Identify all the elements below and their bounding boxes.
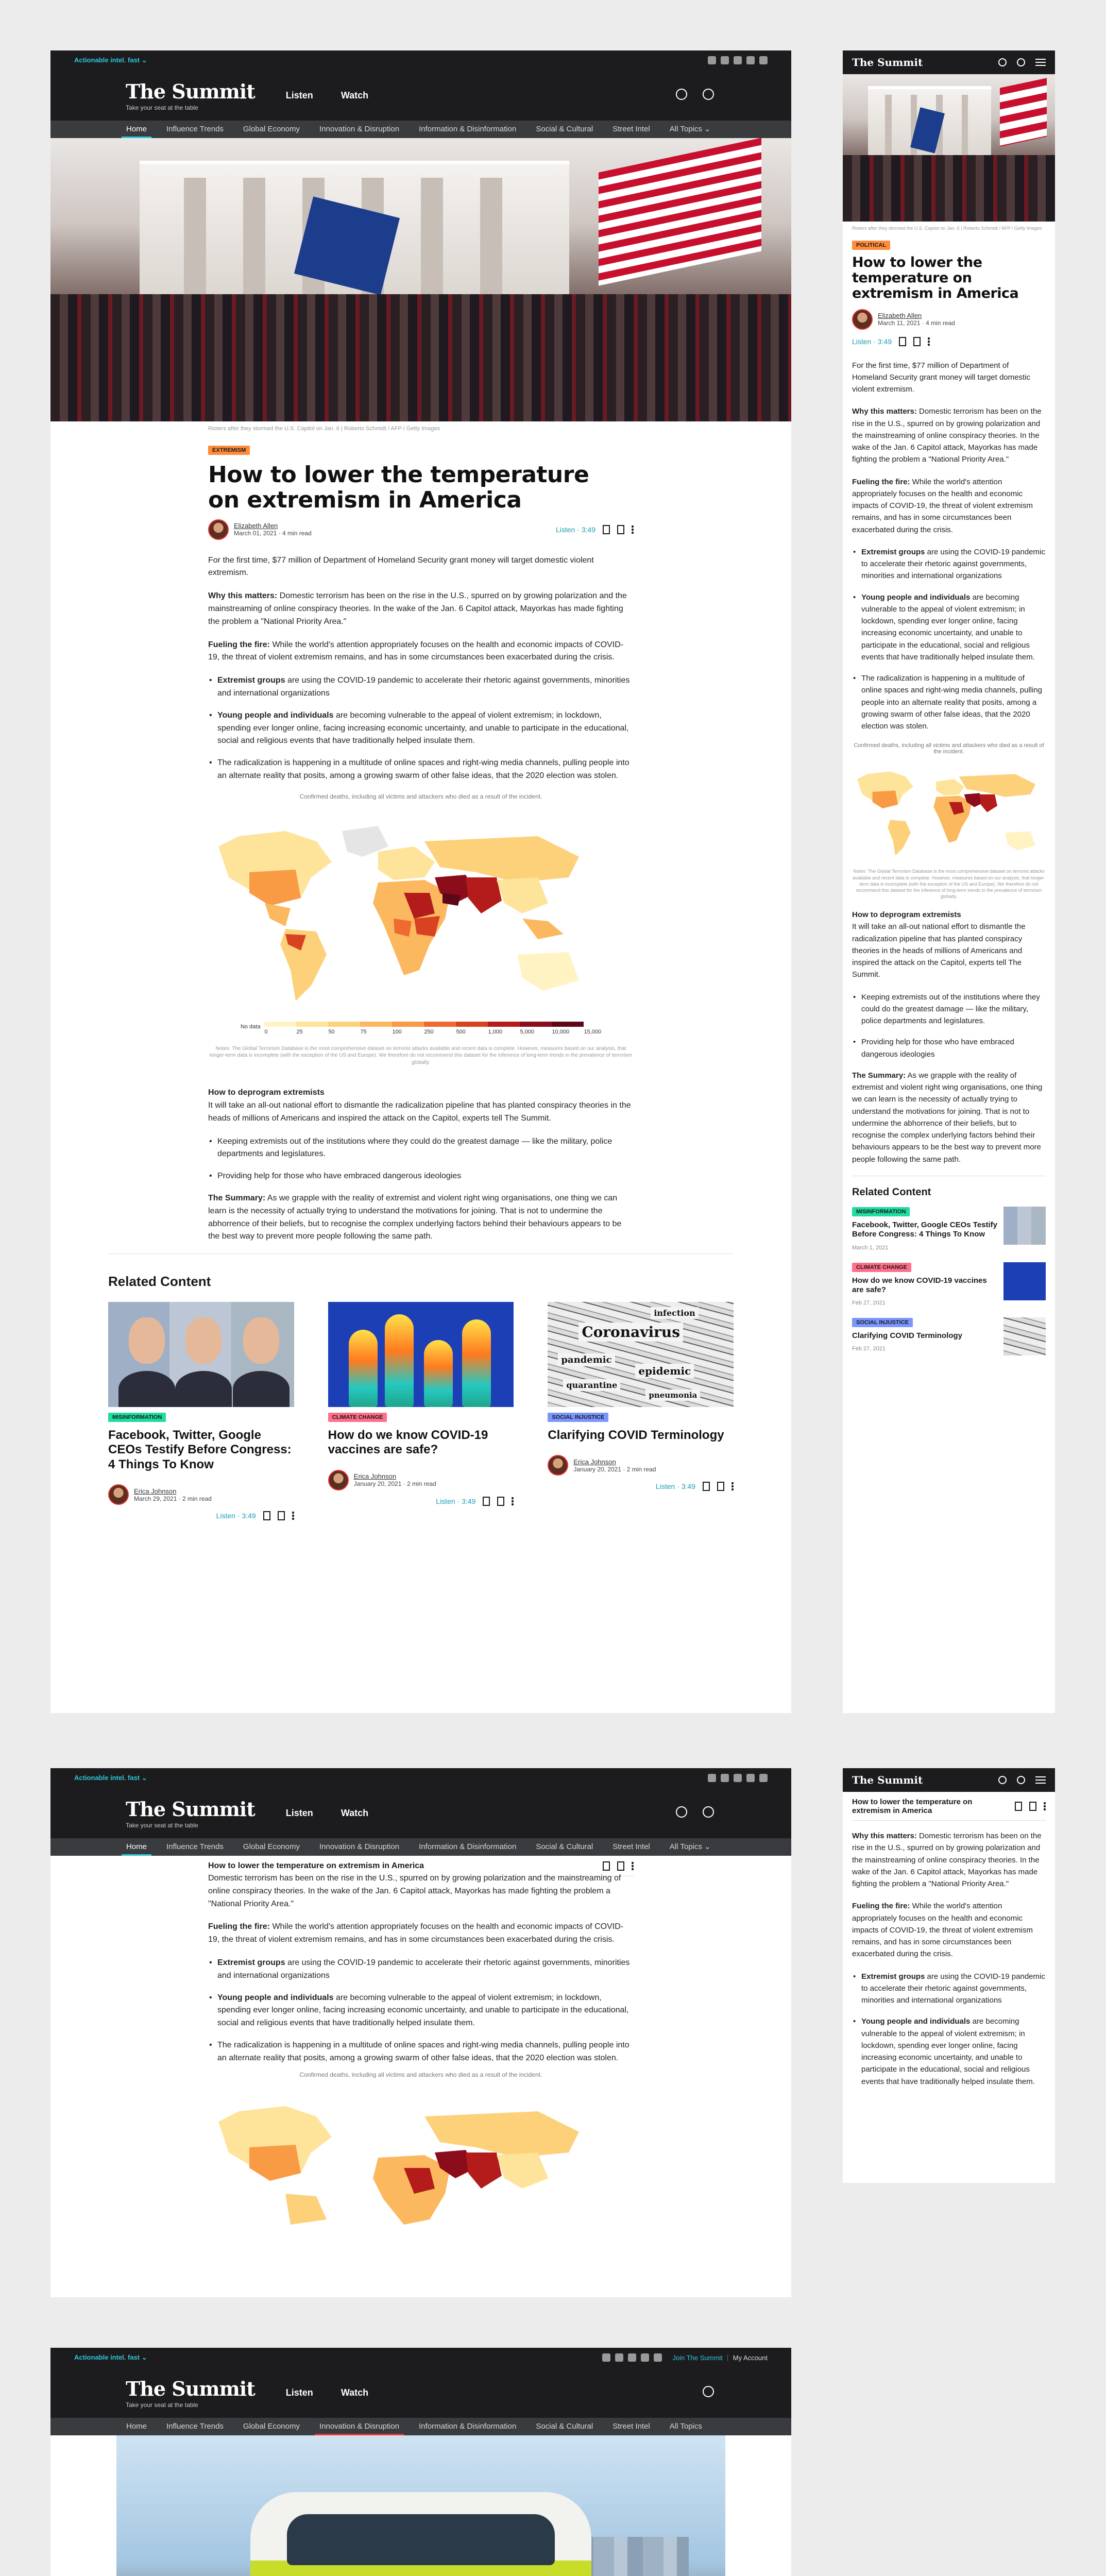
- tagline-link[interactable]: Actionable intel. fast ⌄: [74, 2353, 147, 2361]
- legend-step: 250: [424, 1022, 456, 1036]
- masthead: [50, 1788, 791, 1838]
- listen-button[interactable]: Listen · 3:49: [216, 1512, 256, 1520]
- tab-information[interactable]: Information & Disinformation: [419, 125, 517, 133]
- related-heading: Related Content: [108, 1274, 211, 1290]
- card-pill[interactable]: CLIMATE CHANGE: [328, 1413, 387, 1422]
- legend-step: 500: [456, 1022, 488, 1036]
- list-item: • Extremist groups are using the COVID-19 pandemic to accelerate their rhetoric against governments, minorities and international organizations: [208, 674, 634, 700]
- nav-listen[interactable]: Listen: [285, 1807, 313, 1818]
- share-icon[interactable]: [617, 1861, 624, 1871]
- search-icon[interactable]: [703, 1806, 714, 1818]
- list-item: • The radicalization is happening in a multitude of online spaces and right-wing media channels, pulling people into an alternate reality that posits, among a growing swarm of other false ideas, that the 2020 election was stolen.: [208, 2039, 634, 2065]
- tab-influence-trends[interactable]: Influence Trends: [166, 125, 224, 133]
- list-item: • The radicalization is happening in a multitude of online spaces and right-wing media channels, pulling people into an alternate reality that posits, among a growing swarm of other false ideas, that the 2020 election was stolen.: [852, 672, 1046, 732]
- hero-photo: [843, 74, 1055, 222]
- section-nav: [50, 1838, 791, 1856]
- related-item[interactable]: [852, 1262, 1046, 1307]
- tab-global-economy[interactable]: Global Economy: [243, 1842, 300, 1851]
- related-item[interactable]: [852, 1207, 1046, 1251]
- legend-step: 1,000: [488, 1022, 520, 1036]
- tab-street-intel[interactable]: Street Intel: [612, 2422, 650, 2431]
- tab-all-topics[interactable]: All Topics ⌄: [669, 125, 711, 133]
- tagline-link[interactable]: Actionable intel. fast ⌄: [74, 1774, 147, 1782]
- map-legend: [208, 1022, 634, 1036]
- paragraph: Domestic terrorism has been on the rise in the U.S., spurred on by growing polarization and the mainstreaming of online conspiracy theories. In the wake of the Jan. 6 Capitol attack, Mayorkas has made fighting the problem a "National Priority Area.": [208, 1874, 621, 1908]
- tab-information[interactable]: Information & Disinformation: [419, 1842, 517, 1851]
- list-item: • Extremist groups are using the COVID-19 pandemic to accelerate their rhetoric against governments, minorities and international organizations: [852, 546, 1046, 582]
- author-avatar[interactable]: [328, 1470, 349, 1490]
- mobile-header: [843, 1768, 1055, 1792]
- more-icon[interactable]: [1044, 1802, 1046, 1811]
- search-icon[interactable]: [998, 1776, 1007, 1784]
- tab-social[interactable]: Social & Cultural: [536, 125, 593, 133]
- article-title: How to lower the temperature on extremism in America: [208, 462, 589, 514]
- mobile-scrolled-frame: [843, 1768, 1055, 2183]
- card-title[interactable]: Facebook, Twitter, Google CEOs Testify Before Congress: 4 Things To Know: [108, 1428, 292, 1471]
- menu-icon[interactable]: [1035, 57, 1046, 68]
- tab-home[interactable]: Home: [116, 121, 157, 138]
- subhead: How to deprogram extremists: [852, 910, 961, 920]
- tab-influence-trends[interactable]: Influence Trends: [166, 1842, 224, 1851]
- listen-button[interactable]: Listen · 3:49: [852, 337, 892, 346]
- tab-innovation[interactable]: Innovation & Disruption: [310, 2418, 409, 2435]
- site-logo[interactable]: The Summit Take your seat at the table: [126, 79, 255, 111]
- desktop-article-frame: [50, 50, 791, 1713]
- masthead: [50, 70, 791, 121]
- bookmark-icon[interactable]: [603, 1861, 610, 1871]
- twitter-icon[interactable]: [721, 1774, 729, 1782]
- share-icon[interactable]: [617, 525, 624, 534]
- hero-image: [116, 2435, 725, 2576]
- mobile-article-frame: [843, 50, 1055, 1713]
- photo-caption: Rioters after they stormed the U.S. Capitol on Jan. 6 | Roberto Schmidt / AFP / Getty Images: [852, 226, 1042, 231]
- paragraph: Why this matters: Domestic terrorism has been on the rise in the U.S., spurred on by growing polarization and the mainstreaming of online conspiracy theories. In the wake of the Jan. 6 Capitol attack, Mayorkas has made fighting the problem a "National Priority Area.": [208, 591, 627, 626]
- twitter-icon[interactable]: [615, 2353, 623, 2362]
- paragraph: For the first time, $77 million of Department of Homeland Security grant money will target domestic violent extremism.: [208, 555, 594, 578]
- card-date: March 29, 2021 · 2 min read: [134, 1495, 212, 1502]
- tab-information[interactable]: Information & Disinformation: [419, 2422, 517, 2431]
- site-logo[interactable]: The Summit: [852, 1774, 923, 1786]
- news-word: epidemic: [635, 1364, 694, 1378]
- more-icon[interactable]: [632, 1861, 634, 1871]
- card-thumbnail[interactable]: [1003, 1317, 1046, 1355]
- masthead: [50, 2367, 791, 2418]
- news-word: Coronavirus: [578, 1323, 683, 1342]
- map-note: Notes: The Global Terrorism Database is the most comprehensive dataset on terrorist attacks available and recent data is complete. However, measures based on our analysis, that longer-term data is incomplete (with the exception of the US and Europe). We therefore do not recommend this dataset for the inference of long-term trends in the prevalence of terrorism globally.: [853, 869, 1045, 900]
- card-title[interactable]: Clarifying COVID Terminology: [852, 1331, 962, 1341]
- desktop-player-frame: [50, 2348, 791, 2576]
- youtube-icon[interactable]: [734, 56, 742, 64]
- join-link[interactable]: Join The Summit: [672, 2353, 723, 2362]
- list-item: • Extremist groups are using the COVID-19 pandemic to accelerate their rhetoric against governments, minorities and international organizations: [208, 1957, 634, 1982]
- search-icon[interactable]: [703, 2386, 714, 2397]
- list-item: • Extremist groups are using the COVID-19 pandemic to accelerate their rhetoric against governments, minorities and international organizations: [852, 1971, 1046, 2007]
- card-pill[interactable]: CLIMATE CHANGE: [852, 1263, 911, 1272]
- paragraph: Why this matters: Domestic terrorism has been on the rise in the U.S., spurred on by growing polarization and the mainstreaming of online conspiracy theories. In the wake of the Jan. 6 Capitol attack, Mayorkas has made fighting the problem a "National Priority Area.": [852, 407, 1042, 464]
- sticky-title: How to lower the temperature on extremism in America: [852, 1797, 973, 1815]
- legend-step: 25: [296, 1022, 328, 1036]
- tab-global-economy[interactable]: Global Economy: [243, 2422, 300, 2431]
- list-item: • Providing help for those who have embraced dangerous ideologies: [852, 1036, 1046, 1060]
- share-icon[interactable]: [913, 337, 921, 346]
- tab-home[interactable]: Home: [126, 2422, 147, 2431]
- card-date: January 20, 2021 · 2 min read: [573, 1465, 656, 1473]
- map-caption: Confirmed deaths, including all victims and attackers who died as a result of the incident.: [299, 792, 542, 800]
- article-title: How to lower the temperature on extremism in America: [852, 255, 1019, 302]
- tab-global-economy[interactable]: Global Economy: [243, 125, 300, 133]
- tab-innovation[interactable]: Innovation & Disruption: [319, 125, 400, 133]
- listen-button[interactable]: Listen · 3:49: [655, 1482, 696, 1491]
- author-avatar[interactable]: [548, 1455, 568, 1476]
- desktop-scrolled-frame: [50, 1768, 791, 2297]
- search-icon[interactable]: [998, 58, 1007, 66]
- news-word: quarantine: [563, 1379, 620, 1391]
- author-name[interactable]: Erica Johnson: [573, 1458, 616, 1466]
- more-icon[interactable]: [632, 525, 634, 534]
- photo-caption: Rioters after they stormed the U.S. Capitol on Jan. 6 | Roberto Schmidt / AFP / Getty Images: [208, 426, 440, 432]
- bookmark-icon[interactable]: [1015, 1802, 1022, 1811]
- author-name[interactable]: Elizabeth Allen: [878, 312, 922, 320]
- paragraph: Why this matters: Domestic terrorism has been on the rise in the U.S., spurred on by growing polarization and the mainstreaming of online conspiracy theories. In the wake of the Jan. 6 Capitol attack, Mayorkas has made fighting the problem a "National Priority Area.": [852, 1832, 1042, 1888]
- map-note: Notes: The Global Terrorism Database is the most comprehensive dataset on terrorist attacks available and recent data is complete. However, measures based on our analysis, that longer-term data is incomplete (with the exception of the US and Europe). We therefore do not recommend this dataset for the inference of long-term trends in the prevalence of terrorism globally.: [209, 1045, 633, 1065]
- world-map-partial: [208, 2091, 600, 2225]
- bookmark-icon[interactable]: [703, 1482, 710, 1491]
- related-card[interactable]: [108, 1302, 294, 1520]
- news-word: pneumonia: [645, 1389, 700, 1401]
- tab-innovation[interactable]: Innovation & Disruption: [319, 1842, 400, 1851]
- legend-step: 5,000: [520, 1022, 552, 1036]
- card-pill[interactable]: MISINFORMATION: [108, 1413, 166, 1422]
- site-logo[interactable]: The Summit: [852, 56, 923, 69]
- legend-step: 50: [328, 1022, 360, 1036]
- bookmark-icon[interactable]: [263, 1511, 270, 1520]
- paragraph: Fueling the fire: While the world's attention appropriately focuses on the health and economic impacts of COVID-19, the threat of violent extremism remains, and has in some circumstances been exacerbated during the crisis.: [208, 640, 624, 662]
- tagline-link[interactable]: Actionable intel. fast ⌄: [74, 56, 147, 64]
- sticky-article-bar: [852, 1792, 1046, 1821]
- instagram-icon[interactable]: [746, 1774, 755, 1782]
- facebook-icon[interactable]: [708, 1774, 716, 1782]
- hero-photo: [50, 138, 791, 421]
- tab-all-topics[interactable]: All Topics: [669, 2422, 702, 2431]
- paragraph: Fueling the fire: While the world's attention appropriately focuses on the health and economic impacts of COVID-19, the threat of violent extremism remains, and has in some circumstances been exacerbated during the crisis.: [852, 477, 1033, 534]
- list-item: • Young people and individuals are becoming vulnerable to the appeal of violent extremism; in lockdown, spending ever longer online, facing increasing economic uncertainty, and unable to participate in the educational, social and religious events that have traditionally helped insulate them.: [852, 2015, 1046, 2088]
- listen-button[interactable]: Listen · 3:49: [436, 1497, 476, 1505]
- menu-icon[interactable]: [1035, 1774, 1046, 1786]
- youtube-icon[interactable]: [628, 2353, 636, 2362]
- account-icon[interactable]: [1017, 58, 1025, 66]
- related-heading: Related Content: [852, 1186, 931, 1198]
- world-map: [852, 762, 1046, 865]
- list-item: • Young people and individuals are becoming vulnerable to the appeal of violent extremism; in lockdown, spending ever longer online, facing increasing economic uncertainty, and unable to participate in the educational, social and religious events that have traditionally helped insulate them.: [208, 1992, 634, 2030]
- paragraph: It will take an all-out national effort to dismantle the radicalization pipeline that has planted conspiracy theories in the heads of millions of Americans and inspired the attack on the Capitol, experts tell The Summit.: [208, 1100, 631, 1123]
- related-content: [108, 1253, 734, 1520]
- card-title[interactable]: Clarifying COVID Terminology: [548, 1428, 724, 1443]
- legend-step: 10,000: [552, 1022, 584, 1036]
- facebook-icon[interactable]: [708, 56, 716, 64]
- card-pill[interactable]: MISINFORMATION: [852, 1207, 910, 1216]
- bookmark-icon[interactable]: [603, 525, 610, 534]
- category-pill[interactable]: POLITICAL: [852, 241, 890, 250]
- card-date: Feb 27, 2021: [852, 1300, 886, 1307]
- card-title[interactable]: Facebook, Twitter, Google CEOs Testify Before Congress: 4 Things To Know: [852, 1220, 997, 1239]
- instagram-icon[interactable]: [641, 2353, 649, 2362]
- nav-listen[interactable]: Listen: [285, 90, 313, 100]
- publish-date: March 11, 2021 · 4 min read: [878, 319, 955, 327]
- news-word: infection: [651, 1307, 698, 1319]
- paragraph: The Summary: As we grapple with the reality of extremist and violent right wing organisations, one thing we can learn is the necessity of actually trying to understand the motivations for joining. That is not to undermine the abhorrence of their beliefs, but to recognise the complex underlying factors behind their behaviours appears to be the best way to prevent more people following the same path.: [852, 1071, 1043, 1164]
- subhead: How to deprogram extremists: [208, 1088, 325, 1097]
- more-icon[interactable]: [928, 337, 930, 346]
- tab-home[interactable]: Home: [116, 1838, 157, 1856]
- podcast-icon[interactable]: [759, 1774, 768, 1782]
- card-date: Feb 27, 2021: [852, 1346, 886, 1352]
- account-icon[interactable]: [676, 1806, 687, 1818]
- card-title[interactable]: How do we know COVID-19 vaccines are safe?: [852, 1276, 987, 1294]
- card-image[interactable]: [328, 1302, 514, 1407]
- share-icon[interactable]: [1029, 1802, 1036, 1811]
- nav-watch[interactable]: Watch: [341, 90, 369, 100]
- author-name[interactable]: Erica Johnson: [134, 1487, 177, 1495]
- category-pill[interactable]: EXTREMISM: [208, 446, 250, 455]
- legend-step: 15,000: [584, 1028, 602, 1035]
- tab-all-topics[interactable]: All Topics ⌄: [669, 1842, 711, 1851]
- search-icon[interactable]: [703, 89, 714, 100]
- tab-influence-trends[interactable]: Influence Trends: [166, 2422, 224, 2431]
- card-title[interactable]: How do we know COVID-19 vaccines are safe?: [328, 1428, 488, 1457]
- list-item: • Providing help for those who have embraced dangerous ideologies: [208, 1170, 634, 1183]
- tab-street-intel[interactable]: Street Intel: [612, 125, 650, 133]
- legend-step: 0: [264, 1022, 296, 1036]
- tab-street-intel[interactable]: Street Intel: [612, 1842, 650, 1851]
- list-item: • Young people and individuals are becoming vulnerable to the appeal of violent extremism; in lockdown, spending ever longer online, facing increasing economic uncertainty, and unable to participate in the educational, social and religious events that have traditionally helped insulate them.: [852, 591, 1046, 664]
- legend-step: 100: [392, 1022, 424, 1036]
- list-item: • Keeping extremists out of the institutions where they could do the greatest damage — like the military, police departments and legislatures.: [208, 1136, 634, 1161]
- news-word: pandemic: [558, 1353, 615, 1366]
- paragraph: It will take an all-out national effort to dismantle the radicalization pipeline that has planted conspiracy theories in the heads of millions of Americans and inspired the attack on the Capitol, experts tell The Summit.: [852, 922, 1026, 979]
- nav-watch[interactable]: Watch: [341, 2387, 369, 2398]
- card-image[interactable]: [108, 1302, 294, 1407]
- nav-watch[interactable]: Watch: [341, 1807, 369, 1818]
- top-bar: [50, 2348, 791, 2367]
- legend-no-data: No data: [240, 1023, 261, 1030]
- list-item: • The radicalization is happening in a multitude of online spaces and right-wing media channels, pulling people into an alternate reality that posits, among a growing swarm of other false ideas, that the 2020 election was stolen.: [208, 757, 634, 783]
- mobile-header: [843, 50, 1055, 74]
- instagram-icon[interactable]: [746, 56, 755, 64]
- facebook-icon[interactable]: [602, 2353, 610, 2362]
- bookmark-icon[interactable]: [899, 337, 906, 346]
- account-icon[interactable]: [1017, 1776, 1025, 1784]
- paragraph: For the first time, $77 million of Department of Homeland Security grant money will target domestic violent extremism.: [852, 361, 1030, 394]
- card-date: March 1, 2021: [852, 1244, 889, 1251]
- share-icon[interactable]: [278, 1511, 285, 1520]
- share-icon[interactable]: [717, 1482, 724, 1491]
- author-avatar[interactable]: [208, 519, 229, 540]
- site-logo[interactable]: The Summit Take your seat at the table: [126, 2377, 255, 2409]
- social-links: [708, 56, 768, 64]
- card-date: January 20, 2021 · 2 min read: [353, 1480, 436, 1488]
- card-pill[interactable]: SOCIAL INJUSTICE: [548, 1413, 608, 1422]
- more-icon[interactable]: [731, 1482, 734, 1491]
- map-caption: Confirmed deaths, including all victims and attackers who died as a result of the incident.: [854, 742, 1044, 755]
- more-icon[interactable]: [292, 1511, 294, 1520]
- share-icon[interactable]: [497, 1497, 504, 1506]
- card-image[interactable]: [548, 1302, 734, 1407]
- list-item: • Young people and individuals are becoming vulnerable to the appeal of violent extremism; in lockdown, spending ever longer online, facing increasing economic uncertainty, and unable to participate in the educational, social and religious events that have traditionally helped insulate them.: [208, 709, 634, 748]
- related-item[interactable]: [852, 1317, 1046, 1355]
- card-pill[interactable]: SOCIAL INJUSTICE: [852, 1318, 913, 1327]
- site-logo[interactable]: The Summit Take your seat at the table: [126, 1797, 255, 1829]
- podcast-icon[interactable]: [654, 2353, 662, 2362]
- section-nav: [50, 2418, 791, 2435]
- paragraph: Fueling the fire: While the world's attention appropriately focuses on the health and economic impacts of COVID-19, the threat of violent extremism remains, and has in some circumstances been exacerbated during the crisis.: [852, 1902, 1033, 1959]
- tab-social[interactable]: Social & Cultural: [536, 2422, 593, 2431]
- section-nav: [50, 121, 791, 138]
- card-thumbnail[interactable]: [1003, 1262, 1046, 1300]
- more-icon[interactable]: [512, 1497, 514, 1506]
- account-icon[interactable]: [676, 89, 687, 100]
- related-card[interactable]: [328, 1302, 514, 1520]
- author-avatar[interactable]: [852, 309, 873, 330]
- author-name[interactable]: Elizabeth Allen: [234, 522, 278, 530]
- sticky-title: How to lower the temperature on extremism in America: [208, 1861, 424, 1870]
- legend-step: 75: [360, 1022, 392, 1036]
- world-map-svg: [208, 816, 600, 1016]
- author-name[interactable]: Erica Johnson: [353, 1472, 397, 1481]
- podcast-icon[interactable]: [759, 56, 768, 64]
- paragraph: The Summary: As we grapple with the reality of extremist and violent right wing organisations, one thing we can learn is the necessity of actually trying to understand the motivations for joining. That is not to undermine the abhorrence of their beliefs, but to recognise the complex underlying factors behind their behaviours appears to be the best way to prevent more people following the same path.: [208, 1193, 622, 1241]
- top-bar: [50, 50, 791, 70]
- top-bar: [50, 1768, 791, 1788]
- nav-listen[interactable]: Listen: [285, 2387, 313, 2398]
- author-avatar[interactable]: [108, 1484, 129, 1505]
- twitter-icon[interactable]: [721, 56, 729, 64]
- list-item: • Keeping extremists out of the institutions where they could do the greatest damage — like the military, police departments and legislatures.: [852, 991, 1046, 1027]
- map-caption: Confirmed deaths, including all victims and attackers who died as a result of the incident.: [299, 2071, 542, 2078]
- card-thumbnail[interactable]: [1003, 1207, 1046, 1245]
- related-card[interactable]: [548, 1302, 734, 1520]
- listen-button[interactable]: Listen · 3:49: [555, 525, 595, 534]
- bookmark-icon[interactable]: [483, 1497, 490, 1506]
- paragraph: Fueling the fire: While the world's attention appropriately focuses on the health and economic impacts of COVID-19, the threat of violent extremism remains, and has in some circumstances been exacerbated during the crisis.: [208, 1922, 624, 1944]
- my-account-link[interactable]: My Account: [727, 2354, 768, 2362]
- world-map: [208, 816, 634, 1016]
- publish-date: March 01, 2021 · 4 min read: [234, 530, 312, 537]
- youtube-icon[interactable]: [734, 1774, 742, 1782]
- tab-social[interactable]: Social & Cultural: [536, 1842, 593, 1851]
